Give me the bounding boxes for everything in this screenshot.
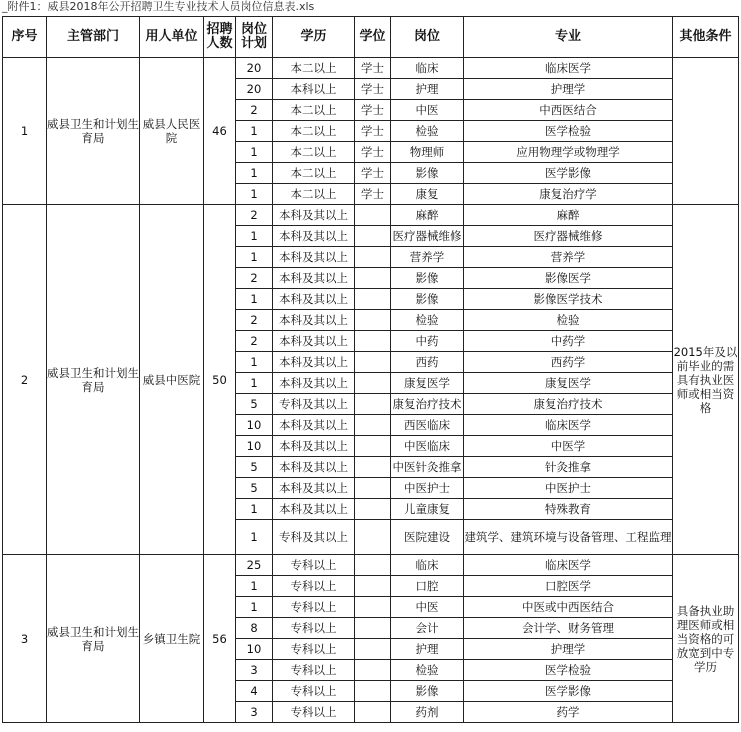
edu-cell: 专科以上 (273, 639, 355, 660)
degree-cell: 学士 (355, 142, 391, 163)
plan-cell: 1 (236, 226, 273, 247)
table-body (3, 58, 739, 723)
degree-cell (355, 639, 391, 660)
plan-cell: 1 (236, 576, 273, 597)
post-cell: 西医临床 (391, 415, 464, 436)
degree-cell (355, 436, 391, 457)
post-cell: 临床 (391, 555, 464, 576)
degree-cell (355, 660, 391, 681)
recruit-total-cell: 50 (204, 205, 236, 555)
major-cell: 临床医学 (464, 555, 673, 576)
post-cell: 中医临床 (391, 436, 464, 457)
plan-cell: 1 (236, 163, 273, 184)
header-major: 专业 (464, 17, 673, 58)
major-cell: 医学检验 (464, 121, 673, 142)
major-cell: 临床医学 (464, 415, 673, 436)
seq-cell: 3 (3, 555, 47, 723)
post-cell: 检验 (391, 121, 464, 142)
post-cell: 中医护士 (391, 478, 464, 499)
plan-cell: 20 (236, 79, 273, 100)
header-recruit: 招聘人数 (204, 17, 236, 58)
major-cell: 应用物理学或物理学 (464, 142, 673, 163)
edu-cell: 本二以上 (273, 121, 355, 142)
plan-cell: 10 (236, 436, 273, 457)
major-cell: 麻醉 (464, 205, 673, 226)
seq-cell: 1 (3, 58, 47, 205)
plan-cell: 1 (236, 597, 273, 618)
major-cell: 中药学 (464, 331, 673, 352)
degree-cell (355, 268, 391, 289)
plan-cell: 2 (236, 331, 273, 352)
post-cell: 护理 (391, 639, 464, 660)
degree-cell (355, 205, 391, 226)
degree-cell (355, 702, 391, 723)
major-cell: 临床医学 (464, 58, 673, 79)
file-caption: _附件1：威县2018年公开招聘卫生专业技术人员岗位信息表.xls (2, 0, 315, 13)
seq-cell: 2 (3, 205, 47, 555)
edu-cell: 专科及其以上 (273, 520, 355, 555)
plan-cell: 1 (236, 352, 273, 373)
major-cell: 营养学 (464, 247, 673, 268)
post-cell: 中医 (391, 597, 464, 618)
edu-cell: 本科及其以上 (273, 247, 355, 268)
table-row (3, 58, 739, 79)
plan-cell: 1 (236, 520, 273, 555)
table-row (3, 205, 739, 226)
plan-cell: 2 (236, 310, 273, 331)
major-cell: 医学影像 (464, 681, 673, 702)
post-cell: 医疗器械维修 (391, 226, 464, 247)
post-cell: 检验 (391, 660, 464, 681)
edu-cell: 专科以上 (273, 660, 355, 681)
post-cell: 医院建设 (391, 520, 464, 555)
plan-cell: 5 (236, 457, 273, 478)
plan-cell: 10 (236, 415, 273, 436)
plan-cell: 8 (236, 618, 273, 639)
post-cell: 药剂 (391, 702, 464, 723)
degree-cell (355, 618, 391, 639)
major-cell: 康复治疗技术 (464, 394, 673, 415)
post-cell: 口腔 (391, 576, 464, 597)
header-plan: 岗位计划 (236, 17, 273, 58)
post-cell: 中医针灸推拿 (391, 457, 464, 478)
major-cell: 医学检验 (464, 660, 673, 681)
other-conditions-cell: 2015年及以前毕业的需具有执业医师或相当资格 (673, 205, 739, 555)
plan-cell: 1 (236, 184, 273, 205)
header-other: 其他条件 (673, 17, 739, 58)
degree-cell (355, 576, 391, 597)
post-cell: 西药 (391, 352, 464, 373)
edu-cell: 本科及其以上 (273, 289, 355, 310)
plan-cell: 2 (236, 268, 273, 289)
edu-cell: 专科以上 (273, 702, 355, 723)
post-cell: 影像 (391, 268, 464, 289)
degree-cell: 学士 (355, 163, 391, 184)
edu-cell: 本科及其以上 (273, 436, 355, 457)
plan-cell: 1 (236, 142, 273, 163)
other-conditions-cell: 具备执业助理医师或相当资格的可放宽到中专学历 (673, 555, 739, 723)
plan-cell: 1 (236, 247, 273, 268)
header-row (3, 17, 739, 58)
post-cell: 营养学 (391, 247, 464, 268)
degree-cell: 学士 (355, 184, 391, 205)
degree-cell (355, 681, 391, 702)
degree-cell: 学士 (355, 79, 391, 100)
degree-cell (355, 597, 391, 618)
degree-cell (355, 478, 391, 499)
plan-cell: 10 (236, 639, 273, 660)
edu-cell: 本二以上 (273, 58, 355, 79)
degree-cell (355, 457, 391, 478)
major-cell: 护理学 (464, 639, 673, 660)
plan-cell: 3 (236, 702, 273, 723)
degree-cell (355, 226, 391, 247)
major-cell: 康复治疗学 (464, 184, 673, 205)
degree-cell: 学士 (355, 121, 391, 142)
recruitment-table (2, 16, 739, 723)
edu-cell: 专科以上 (273, 555, 355, 576)
unit-cell: 威县人民医院 (140, 58, 204, 205)
other-conditions-cell (673, 58, 739, 205)
post-cell: 中医 (391, 100, 464, 121)
edu-cell: 专科以上 (273, 618, 355, 639)
degree-cell (355, 415, 391, 436)
header-degree: 学位 (355, 17, 391, 58)
degree-cell (355, 394, 391, 415)
header-seq: 序号 (3, 17, 47, 58)
unit-cell: 威县中医院 (140, 205, 204, 555)
degree-cell: 学士 (355, 100, 391, 121)
dept-cell: 威县卫生和计划生育局 (47, 58, 140, 205)
plan-cell: 20 (236, 58, 273, 79)
edu-cell: 本二以上 (273, 100, 355, 121)
degree-cell (355, 247, 391, 268)
edu-cell: 本科及其以上 (273, 331, 355, 352)
recruit-total-cell: 56 (204, 555, 236, 723)
recruit-total-cell: 46 (204, 58, 236, 205)
edu-cell: 本科及其以上 (273, 457, 355, 478)
edu-cell: 本科及其以上 (273, 352, 355, 373)
header-post: 岗位 (391, 17, 464, 58)
major-cell: 中医护士 (464, 478, 673, 499)
major-cell: 药学 (464, 702, 673, 723)
degree-cell: 学士 (355, 58, 391, 79)
edu-cell: 本科以上 (273, 79, 355, 100)
major-cell: 针灸推拿 (464, 457, 673, 478)
header-unit: 用人单位 (140, 17, 204, 58)
edu-cell: 专科以上 (273, 576, 355, 597)
plan-cell: 1 (236, 373, 273, 394)
edu-cell: 本科及其以上 (273, 226, 355, 247)
major-cell: 影像医学 (464, 268, 673, 289)
edu-cell: 本科及其以上 (273, 499, 355, 520)
table-row (3, 555, 739, 576)
major-cell: 康复医学 (464, 373, 673, 394)
edu-cell: 本科及其以上 (273, 268, 355, 289)
post-cell: 临床 (391, 58, 464, 79)
post-cell: 影像 (391, 681, 464, 702)
plan-cell: 2 (236, 100, 273, 121)
edu-cell: 专科以上 (273, 597, 355, 618)
major-cell: 医学影像 (464, 163, 673, 184)
degree-cell (355, 555, 391, 576)
plan-cell: 3 (236, 660, 273, 681)
plan-cell: 25 (236, 555, 273, 576)
major-cell: 护理学 (464, 79, 673, 100)
post-cell: 中药 (391, 331, 464, 352)
plan-cell: 1 (236, 121, 273, 142)
edu-cell: 专科以上 (273, 681, 355, 702)
dept-cell: 威县卫生和计划生育局 (47, 555, 140, 723)
post-cell: 影像 (391, 289, 464, 310)
edu-cell: 本二以上 (273, 184, 355, 205)
post-cell: 检验 (391, 310, 464, 331)
edu-cell: 本科及其以上 (273, 373, 355, 394)
major-cell: 会计学、财务管理 (464, 618, 673, 639)
edu-cell: 本科及其以上 (273, 478, 355, 499)
edu-cell: 专科及其以上 (273, 394, 355, 415)
edu-cell: 本二以上 (273, 142, 355, 163)
plan-cell: 5 (236, 394, 273, 415)
header-edu: 学历 (273, 17, 355, 58)
post-cell: 物理师 (391, 142, 464, 163)
edu-cell: 本科及其以上 (273, 310, 355, 331)
plan-cell: 2 (236, 205, 273, 226)
degree-cell (355, 520, 391, 555)
major-cell: 口腔医学 (464, 576, 673, 597)
unit-cell: 乡镇卫生院 (140, 555, 204, 723)
post-cell: 麻醉 (391, 205, 464, 226)
plan-cell: 4 (236, 681, 273, 702)
degree-cell (355, 373, 391, 394)
degree-cell (355, 289, 391, 310)
degree-cell (355, 310, 391, 331)
post-cell: 儿童康复 (391, 499, 464, 520)
edu-cell: 本二以上 (273, 163, 355, 184)
post-cell: 影像 (391, 163, 464, 184)
major-cell: 中医学 (464, 436, 673, 457)
plan-cell: 1 (236, 289, 273, 310)
post-cell: 康复治疗技术 (391, 394, 464, 415)
degree-cell (355, 352, 391, 373)
plan-cell: 5 (236, 478, 273, 499)
major-cell: 影像医学技术 (464, 289, 673, 310)
dept-cell: 威县卫生和计划生育局 (47, 205, 140, 555)
major-cell: 西药学 (464, 352, 673, 373)
edu-cell: 本科及其以上 (273, 415, 355, 436)
post-cell: 护理 (391, 79, 464, 100)
major-cell: 中医或中西医结合 (464, 597, 673, 618)
major-cell: 建筑学、建筑环境与设备管理、工程监理 (464, 520, 673, 555)
plan-cell: 1 (236, 499, 273, 520)
header-dept: 主管部门 (47, 17, 140, 58)
post-cell: 会计 (391, 618, 464, 639)
post-cell: 康复医学 (391, 373, 464, 394)
major-cell: 特殊教育 (464, 499, 673, 520)
major-cell: 医疗器械维修 (464, 226, 673, 247)
post-cell: 康复 (391, 184, 464, 205)
degree-cell (355, 499, 391, 520)
major-cell: 中西医结合 (464, 100, 673, 121)
edu-cell: 本科及其以上 (273, 205, 355, 226)
major-cell: 检验 (464, 310, 673, 331)
degree-cell (355, 331, 391, 352)
